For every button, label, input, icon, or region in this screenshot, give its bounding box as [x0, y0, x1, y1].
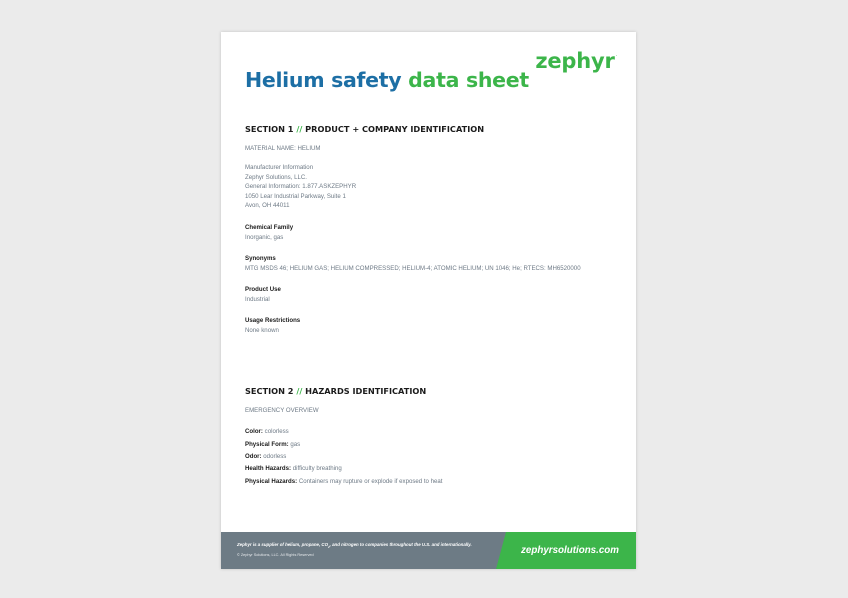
chemical-family-label: Chemical Family	[245, 224, 294, 231]
hazard-label: Physical Hazards:	[245, 477, 298, 485]
manufacturer-line-2: Zephyr Solutions, LLC.	[245, 173, 307, 181]
section-1-number: SECTION 1	[245, 124, 297, 134]
footer-website-link[interactable]: zephyrsolutions.com	[521, 545, 619, 556]
zephyr-logo	[535, 49, 617, 73]
page-title	[245, 68, 529, 92]
hazard-row-odor	[245, 453, 286, 460]
hazard-value: gas	[290, 440, 301, 448]
hazard-label: Odor:	[245, 453, 262, 460]
hazard-row-physical-form	[245, 441, 300, 448]
synonyms-label: Synonyms	[245, 255, 276, 262]
section-2-heading	[245, 386, 426, 396]
footer-tagline-sub: 2	[328, 544, 330, 549]
usage-restrictions-label: Usage Restrictions	[245, 317, 301, 324]
hazard-value: odorless	[263, 453, 287, 460]
section-1-heading	[245, 124, 484, 134]
footer-tagline-pre: Zephyr is a supplier of helium, propane, CO	[237, 542, 328, 547]
logo-text: zephyr	[535, 49, 615, 73]
usage-restrictions-value: None known	[245, 327, 279, 334]
section-2-slash: //	[296, 386, 303, 396]
document-page	[221, 32, 636, 569]
manufacturer-line-1: Manufacturer Information	[245, 164, 314, 171]
footer-bar	[221, 532, 636, 569]
emergency-overview: EMERGENCY OVERVIEW	[245, 407, 319, 414]
hazard-row-health	[245, 465, 342, 472]
section-1-slash: //	[296, 124, 303, 134]
hazard-label: Health Hazards:	[245, 465, 292, 472]
footer-tagline-post: , and nitrogen to companies throughout the U.S. and internationally.	[329, 542, 472, 547]
hazard-value: Containers may rupture or explode if exposed to heat	[298, 477, 443, 485]
logo-mark: .	[615, 52, 617, 58]
manufacturer-line-4: 1050 Lear Industrial Parkway, Suite 1	[245, 192, 346, 200]
material-name: MATERIAL NAME: HELIUM	[245, 145, 321, 152]
hazard-row-physical	[245, 478, 443, 485]
hazard-label: Color:	[245, 428, 263, 435]
product-use-value: Industrial	[245, 296, 270, 303]
manufacturer-line-3: General Information: 1.877.ASKZEPHYR	[245, 183, 357, 190]
title-part-2: data sheet	[408, 68, 529, 92]
hazard-value: colorless	[264, 428, 289, 435]
product-use-label: Product Use	[245, 286, 281, 293]
footer-tagline	[237, 542, 472, 549]
section-2-title: HAZARDS IDENTIFICATION	[302, 386, 427, 396]
hazard-value: difficulty breathing	[292, 465, 342, 472]
manufacturer-line-5: Avon, OH 44011	[245, 202, 290, 209]
section-2-number: SECTION 2	[245, 386, 297, 396]
hazard-label: Physical Form:	[245, 440, 289, 448]
chemical-family-value: Inorganic, gas	[245, 234, 284, 241]
title-part-1: Helium safety	[245, 68, 409, 92]
synonyms-value: MTG MSDS 46; HELIUM GAS; HELIUM COMPRESSED; HELIUM-4; ATOMIC HELIUM; UN 1046; He; RTECS: MH6520000	[245, 265, 581, 272]
hazard-row-color	[245, 428, 289, 435]
section-1-title: PRODUCT + COMPANY IDENTIFICATION	[302, 124, 485, 134]
footer-copyright: © Zephyr Solutions, LLC. All Rights Reserved	[237, 553, 314, 557]
